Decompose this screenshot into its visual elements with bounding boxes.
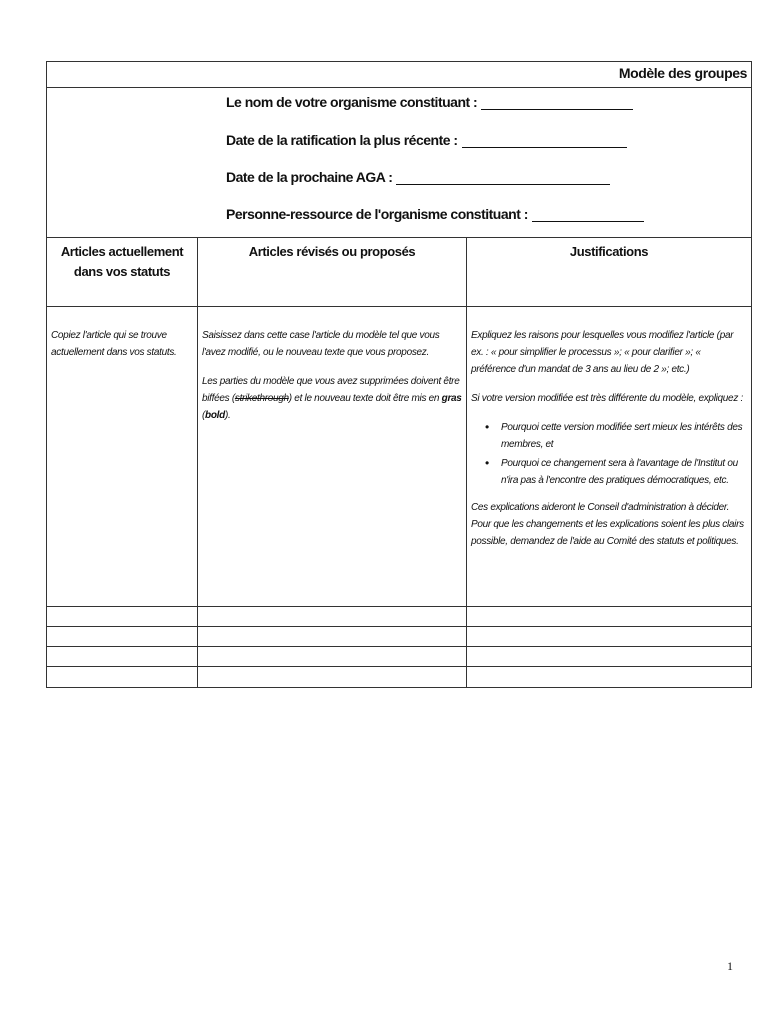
table-cell[interactable]: [467, 667, 751, 687]
header-revised-articles: Articles révisés ou proposés: [198, 238, 467, 306]
table-row: [47, 607, 751, 627]
table-cell[interactable]: [467, 627, 751, 646]
agm-date-line: [226, 169, 610, 185]
groups-template-table: [46, 61, 752, 688]
page-number: 1: [727, 959, 733, 973]
organization-info-block: [47, 88, 751, 238]
table-cell[interactable]: [198, 607, 467, 626]
justification-cell[interactable]: [467, 307, 751, 606]
ratification-date-label: Date de la ratification la plus récente :: [226, 132, 458, 148]
header-justifications: Justifications: [569, 244, 649, 259]
justification-instruction-2: Si votre version modifiée est très différente du modèle, expliquez :: [471, 393, 743, 404]
table-cell[interactable]: [467, 607, 751, 626]
table-cell[interactable]: [47, 647, 198, 666]
justification-instruction-3: Ces explications aideront le Conseil d'administration à décider. Pour que les changements et les explications soient les plus clairs possible, demandez de l'aide au Comité des statuts et politiques.: [471, 502, 744, 547]
table-cell[interactable]: [47, 667, 198, 687]
table-cell[interactable]: [467, 647, 751, 666]
table-cell[interactable]: [47, 607, 198, 626]
column-headers: [47, 238, 751, 307]
revised-instruction-2: Les parties du modèle que vous avez supprimées doivent être biffées (strikethrough) et le nouveau texte doit être mis en gras (bold).: [202, 376, 462, 421]
ratification-date-blank[interactable]: [462, 133, 627, 148]
justification-instruction-1: Expliquez les raisons pour lesquelles vous modifiez l'article (par ex. : « pour simplifier le processus »; « pour clarifier »; « préférence d'un mandat de 3 ans au lieu de 2 »; etc.): [471, 330, 734, 375]
justification-bullet: • Pourquoi cette version modifiée sert mieux les intérêts des membres, et: [501, 419, 747, 453]
bold-example-en: bold: [205, 410, 225, 421]
justification-bullet-list: [471, 419, 747, 489]
table-row: [47, 647, 751, 667]
justification-bullet: • Pourquoi ce changement sera à l'avantage de l'Institut ou n'ira pas à l'encontre des pratiques démocratiques, etc.: [501, 455, 747, 489]
bold-example-fr: gras: [441, 393, 462, 404]
revised-instruction-1: Saisissez dans cette case l'article du modèle tel que vous l'avez modifié, ou le nouveau texte que vous proposez.: [202, 330, 440, 358]
strikethrough-example: strikethrough: [234, 393, 289, 404]
document-title: Modèle des groupes: [47, 62, 751, 88]
contact-person-blank[interactable]: [532, 207, 644, 222]
contact-person-label: Personne-ressource de l'organisme constituant :: [226, 206, 528, 222]
table-row: [47, 667, 751, 687]
org-name-blank[interactable]: [481, 95, 633, 110]
contact-person-line: [226, 206, 644, 222]
revised-article-cell[interactable]: [198, 307, 467, 606]
current-article-cell[interactable]: [47, 307, 198, 606]
agm-date-blank[interactable]: [396, 170, 610, 185]
current-article-instruction: Copiez l'article qui se trouve actuellement dans vos statuts.: [51, 330, 177, 358]
table-row: [47, 627, 751, 647]
agm-date-label: Date de la prochaine AGA :: [226, 169, 393, 185]
header-current-articles: Articles actuellement dans vos statuts: [47, 238, 198, 306]
table-cell[interactable]: [47, 627, 198, 646]
instructions-row: [47, 307, 751, 607]
table-cell[interactable]: [198, 627, 467, 646]
org-name-label: Le nom de votre organisme constituant :: [226, 94, 478, 110]
ratification-date-line: [226, 132, 627, 148]
table-cell[interactable]: [198, 647, 467, 666]
org-name-line: [226, 94, 633, 110]
table-cell[interactable]: [198, 667, 467, 687]
